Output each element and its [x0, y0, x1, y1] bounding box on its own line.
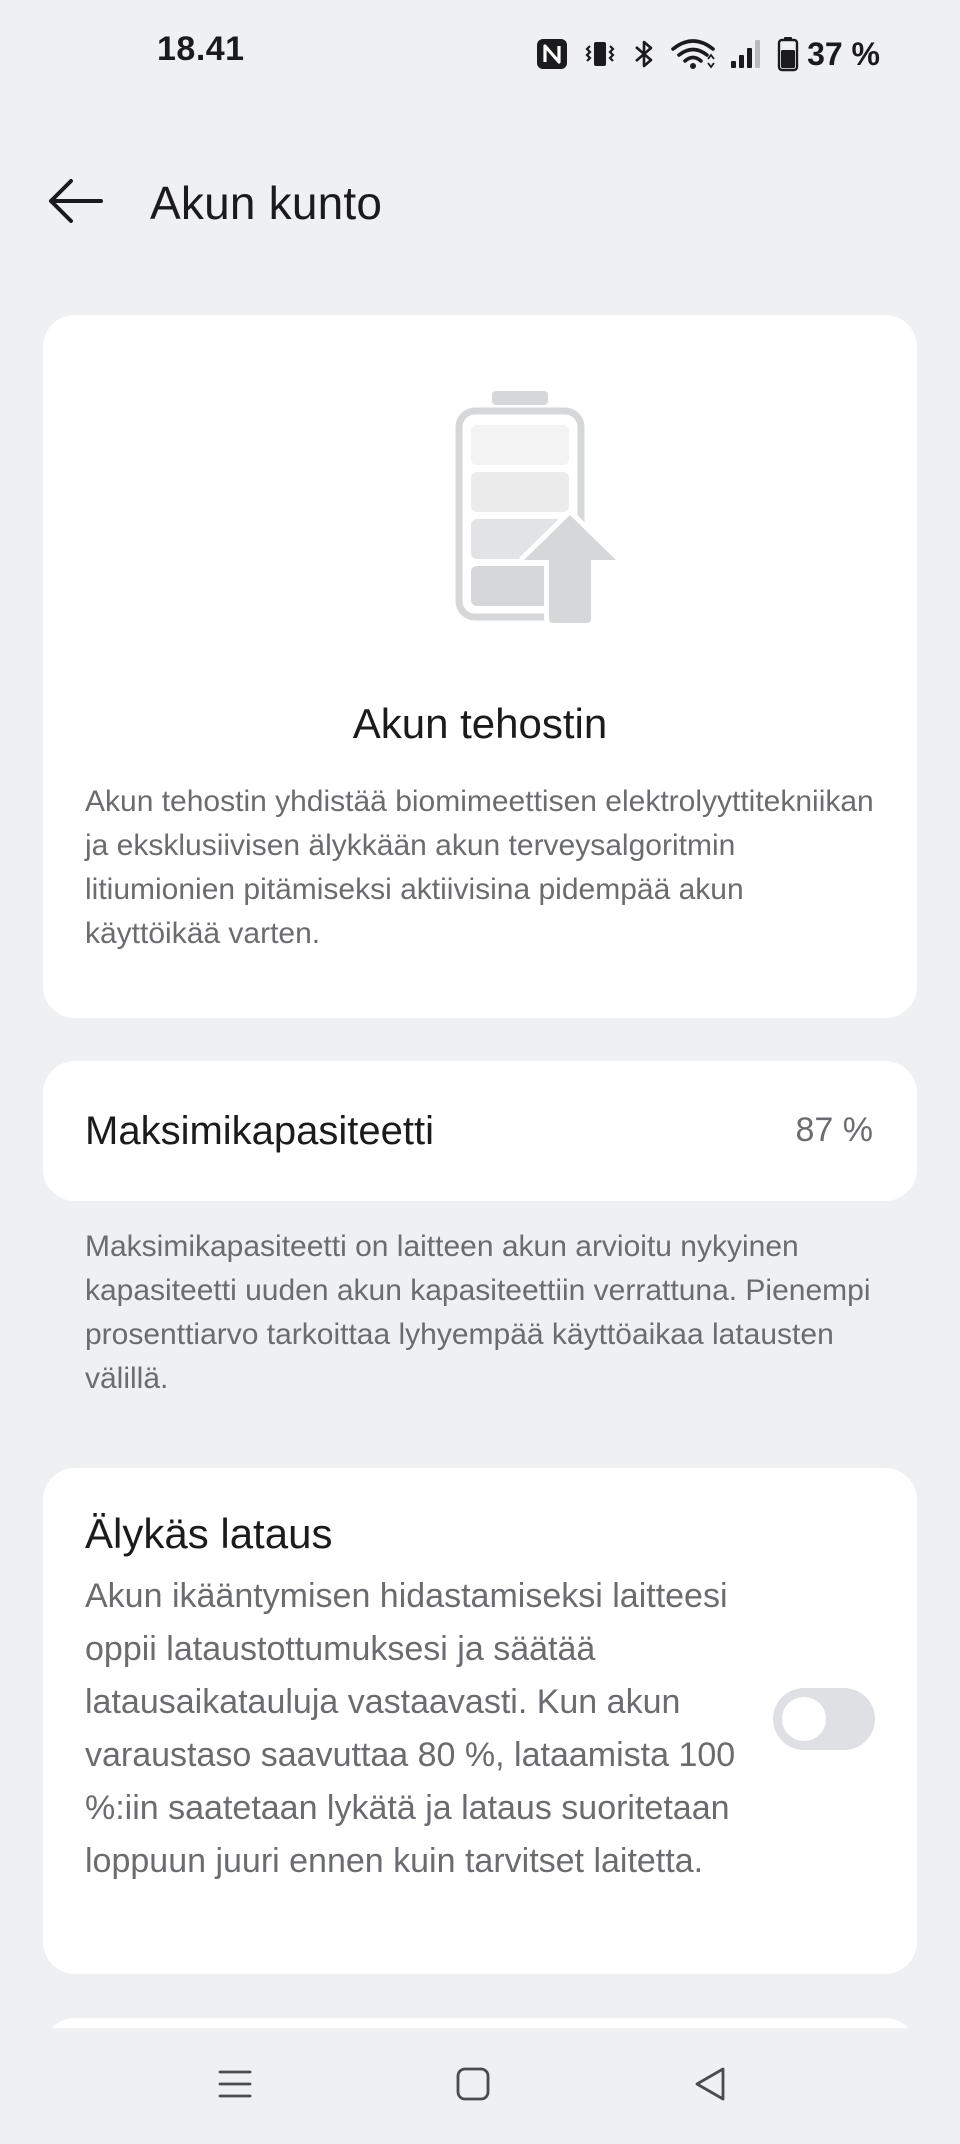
back-nav-button[interactable] [675, 2056, 745, 2116]
bluetooth-icon [631, 37, 657, 71]
menu-icon [215, 2064, 255, 2109]
status-bar [0, 0, 960, 110]
back-button[interactable] [40, 172, 110, 234]
battery-booster-card [43, 315, 917, 1018]
max-capacity-value: 87 % [795, 1111, 873, 1149]
back-triangle-icon [690, 2064, 730, 2109]
navigation-bar [0, 2028, 960, 2144]
vibrate-icon [583, 37, 617, 71]
battery-percent: 37 % [807, 35, 880, 72]
smart-charging-title: Älykäs lataus [85, 1510, 333, 1557]
signal-icon [729, 37, 763, 71]
status-time: 18.41 [157, 30, 245, 68]
booster-title: Akun tehostin [352, 700, 608, 747]
recent-apps-button[interactable] [200, 2056, 270, 2116]
page-title: Akun kunto [150, 177, 383, 229]
battery-boost-illustration [403, 375, 623, 645]
max-capacity-row[interactable] [43, 1061, 917, 1201]
nfc-icon [535, 37, 569, 71]
max-capacity-description: Maksimikapasiteetti on laitteen akun arvioitu nykyinen kapasiteetti uuden akun kapasiteettiin verrattuna. Pienempi prosenttiarvo tarkoittaa lyhyempää käyttöaikaa latausten välillä. [85, 1230, 871, 1395]
booster-description: Akun tehostin yhdistää biomimeettisen elektrolyyttitekniikan ja eksklusiivisen älykkään akun terveysalgoritmin litiumionien pitämiseksi aktiivisina pidempää akun käyttöikää varten. [85, 785, 874, 950]
home-button[interactable] [438, 2056, 508, 2116]
toggle-knob [782, 1697, 826, 1741]
max-capacity-label: Maksimikapasiteetti [85, 1109, 435, 1153]
home-icon [453, 2064, 493, 2109]
arrow-left-icon [45, 176, 105, 231]
battery-icon [777, 36, 799, 72]
smart-charging-card [43, 1468, 917, 1974]
smart-charging-description: Akun ikääntymisen hidastamiseksi laitteesi oppii lataustottumuksesi ja säätää latausaikatauluja vastaavasti. Kun akun varaustaso saavuttaa 80 %, lataamista 100 %:iin saatetaan lykätä ja lataus suoritetaan loppuun juuri ennen kuin tarvitset laitetta. [85, 1577, 736, 1880]
wifi-icon [671, 37, 715, 71]
smart-charging-toggle[interactable] [773, 1688, 875, 1750]
status-icons [535, 32, 880, 76]
header [0, 150, 960, 260]
